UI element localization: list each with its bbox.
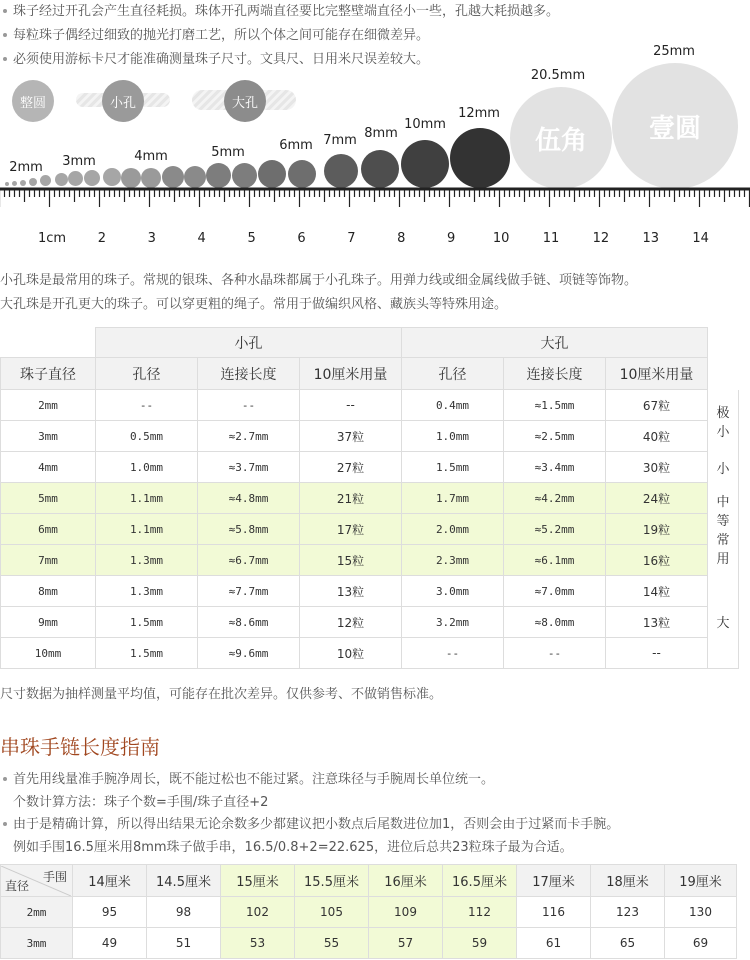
small-hole-bead-icon: 小孔 [102, 80, 144, 122]
bead-6mm [258, 160, 286, 188]
cell-l-hole: 3.2mm [402, 607, 504, 638]
bullet-icon [3, 777, 7, 781]
table-row [1, 514, 739, 545]
intro-note: 珠子经过开孔会产生直径耗损。珠体开孔两端直径要比完整壁端直径小一些，孔越大耗损越多。 [0, 0, 559, 19]
bead-count-cell: 65 [591, 928, 665, 959]
coin-one-yuan: 壹圆 [612, 63, 738, 189]
table-row [1, 390, 739, 421]
group-header-small: 小孔 [96, 328, 402, 358]
bullet-icon [3, 33, 7, 37]
cell-s-hole: 1.5mm [96, 607, 198, 638]
size-category: 极 小 [708, 390, 739, 452]
cell-l-len: ≈5.2mm [504, 514, 606, 545]
cell-l-qty: 19粒 [606, 514, 708, 545]
bead-3mm [121, 168, 141, 188]
guide-line: 个数计算方法：珠子个数=手围/珠子直径+2 [13, 795, 269, 810]
bead-size-label: 3mm [62, 154, 96, 169]
wrist-column-header: 17厘米 [517, 865, 591, 897]
cell-d: 9mm [1, 607, 96, 638]
ruler-number: 7 [347, 231, 356, 246]
cell-s-qty: 27粒 [300, 452, 402, 483]
bead-count-cell: 53 [221, 928, 295, 959]
bullet-icon [3, 57, 7, 61]
cell-d: 7mm [1, 545, 96, 576]
small-hole-description: 小孔珠是最常用的珠子。常规的银珠、各种水晶珠都属于小孔珠子。用弹力线或细金属线做手链、项链等饰物。 [0, 273, 638, 288]
bead-5mm [206, 163, 231, 188]
cell-d: 6mm [1, 514, 96, 545]
bead-size-label: 12mm [458, 106, 500, 121]
cell-l-len: ≈8.0mm [504, 607, 606, 638]
table-row [1, 638, 739, 669]
bead-3mm [141, 168, 161, 188]
table-row [1, 897, 737, 928]
table-row [1, 483, 739, 514]
ruler-number: 9 [447, 231, 456, 246]
ruler-number: 2 [97, 231, 107, 246]
ruler-number: 13 [642, 231, 660, 246]
cell-s-len: ≈4.8mm [198, 483, 300, 514]
ruler-number: 4 [197, 231, 206, 246]
cell-d: 2mm [1, 390, 96, 421]
cell-s-qty: 15粒 [300, 545, 402, 576]
table-row [1, 545, 739, 576]
ruler-number: 12 [592, 231, 610, 246]
cell-l-qty: 30粒 [606, 452, 708, 483]
cell-d: 3mm [1, 421, 96, 452]
table-row [1, 452, 739, 483]
guide-title: 串珠手链长度指南 [0, 735, 160, 759]
cell-s-hole: 1.3mm [96, 545, 198, 576]
ruler-number: 6 [297, 231, 306, 246]
bullet-icon [3, 822, 7, 826]
ruler-number: 11 [542, 231, 560, 246]
cell-s-len: ≈6.7mm [198, 545, 300, 576]
wrist-column-header: 19厘米 [665, 865, 737, 897]
ruler-number: 14 [692, 231, 709, 246]
cell-l-qty: 24粒 [606, 483, 708, 514]
bead-count-cell: 130 [665, 897, 737, 928]
bead-2mm [103, 168, 121, 186]
guide-line: 例如手围16.5厘米用8mm珠子做手串，16.5/0.8+2=22.625，进位后总共23粒珠子最为合适。 [13, 840, 573, 855]
cell-d: 4mm [1, 452, 96, 483]
col-small-qty: 10厘米用量 [300, 358, 402, 390]
ruler-number: 1cm [37, 231, 67, 246]
cell-s-qty: 37粒 [300, 421, 402, 452]
bead-10mm [401, 140, 449, 188]
bead-count-cell: 109 [369, 897, 443, 928]
bead-2mm [40, 175, 51, 186]
ruler-number: 3 [147, 231, 156, 246]
cell-s-hole: 1.1mm [96, 483, 198, 514]
corner-bottom-label: 直径 [5, 878, 30, 893]
cell-d: 5mm [1, 483, 96, 514]
wrist-column-header: 14.5厘米 [147, 865, 221, 897]
intro-note: 每粒珠子偶经过细致的抛光打磨工艺，所以个体之间可能存在细微差异。 [0, 24, 429, 43]
cell-s-hole: 1.5mm [96, 638, 198, 669]
bead-count-cell: 69 [665, 928, 737, 959]
cell-l-len: -- [504, 638, 606, 669]
wrist-size-table [0, 864, 737, 959]
table-row [1, 607, 739, 638]
bead-count-cell: 49 [73, 928, 147, 959]
cell-s-hole: 1.1mm [96, 514, 198, 545]
col-large-length: 连接长度 [504, 358, 606, 390]
bead-count-cell: 61 [517, 928, 591, 959]
cell-s-qty: -- [300, 390, 402, 421]
cell-s-len: ≈7.7mm [198, 576, 300, 607]
cell-l-hole: 2.0mm [402, 514, 504, 545]
bead-2mm [29, 178, 37, 186]
guide-line: 首先用线量准手腕净周长，既不能过松也不能过紧。注意珠径与手腕周长单位统一。 [0, 768, 494, 787]
cell-s-len: ≈8.6mm [198, 607, 300, 638]
large-hole-description: 大孔珠是开孔更大的珠子。可以穿更粗的绳子。常用于做编织风格、藏族头等特殊用途。 [0, 297, 508, 312]
bead-count-cell: 116 [517, 897, 591, 928]
cell-l-hole: -- [402, 638, 504, 669]
bead-7mm [324, 154, 358, 188]
bead-size-label: 6mm [279, 138, 313, 153]
wrist-column-header: 15.5厘米 [295, 865, 369, 897]
cell-s-qty: 21粒 [300, 483, 402, 514]
bead-count-cell: 95 [73, 897, 147, 928]
col-large-hole: 孔径 [402, 358, 504, 390]
col-diameter: 珠子直径 [1, 358, 96, 390]
bead-count-cell: 105 [295, 897, 369, 928]
ruler-number: 8 [397, 231, 406, 246]
large-hole-bead-icon: 大孔 [224, 80, 266, 122]
cell-l-qty: -- [606, 638, 708, 669]
bead-2mm [55, 173, 68, 186]
bead-2mm [84, 170, 100, 186]
cell-l-len: ≈1.5mm [504, 390, 606, 421]
cell-l-hole: 1.7mm [402, 483, 504, 514]
cell-s-len: ≈5.8mm [198, 514, 300, 545]
wrist-column-header: 16厘米 [369, 865, 443, 897]
col-small-hole: 孔径 [96, 358, 198, 390]
cell-l-qty: 40粒 [606, 421, 708, 452]
guide-line: 由于是精确计算，所以得出结果无论余数多少都建议把小数点后尾数进位加1，否则会由于过紧而卡手腕。 [0, 813, 619, 832]
cell-l-hole: 1.0mm [402, 421, 504, 452]
bead-4mm [184, 166, 206, 188]
cell-l-hole: 0.4mm [402, 390, 504, 421]
cell-l-qty: 13粒 [606, 607, 708, 638]
cell-l-qty: 14粒 [606, 576, 708, 607]
bead-8mm [361, 150, 399, 188]
coin-size-label: 25mm [653, 44, 695, 59]
corner-header [1, 865, 73, 897]
ruler-number: 10 [492, 231, 510, 246]
cell-l-hole: 1.5mm [402, 452, 504, 483]
bead-12mm [450, 128, 510, 188]
ruler-number: 5 [247, 231, 256, 246]
size-category: 中 等 常 用 [708, 483, 739, 576]
cell-s-len: ≈9.6mm [198, 638, 300, 669]
bead-count-cell: 57 [369, 928, 443, 959]
bead-count-cell: 59 [443, 928, 517, 959]
col-small-length: 连接长度 [198, 358, 300, 390]
bullet-icon [3, 9, 7, 13]
cell-s-hole: 1.3mm [96, 576, 198, 607]
bead-6mm [288, 160, 316, 188]
ruler [0, 186, 750, 230]
size-category: 大 [708, 576, 739, 669]
bead-2mm [68, 171, 83, 186]
cell-l-len: ≈2.5mm [504, 421, 606, 452]
cell-s-qty: 12粒 [300, 607, 402, 638]
row-diameter: 3mm [1, 928, 73, 959]
group-header-large: 大孔 [402, 328, 708, 358]
cell-l-qty: 16粒 [606, 545, 708, 576]
bead-size-label: 10mm [404, 117, 446, 132]
cell-l-len: ≈6.1mm [504, 545, 606, 576]
wrist-column-header: 15厘米 [221, 865, 295, 897]
bead-4mm [162, 166, 184, 188]
bead-size-label: 8mm [364, 126, 398, 141]
cell-s-qty: 13粒 [300, 576, 402, 607]
bead-5mm [232, 163, 257, 188]
cell-s-hole: 1.0mm [96, 452, 198, 483]
table-note: 尺寸数据为抽样测量平均值，可能存在批次差异。仅供参考、不做销售标准。 [0, 687, 443, 702]
intro-note: 必须使用游标卡尺才能准确测量珠子尺寸。文具尺、日用米尺误差较大。 [0, 48, 429, 67]
bead-count-cell: 112 [443, 897, 517, 928]
cell-l-len: ≈3.4mm [504, 452, 606, 483]
table-row [1, 928, 737, 959]
cell-s-qty: 17粒 [300, 514, 402, 545]
cell-s-len: ≈3.7mm [198, 452, 300, 483]
table-row [1, 576, 739, 607]
cell-d: 10mm [1, 638, 96, 669]
coin-five-jiao: 伍角 [510, 87, 612, 189]
wrist-column-header: 14厘米 [73, 865, 147, 897]
wrist-column-header: 18厘米 [591, 865, 665, 897]
bead-count-cell: 51 [147, 928, 221, 959]
cell-l-qty: 67粒 [606, 390, 708, 421]
cell-s-hole: -- [96, 390, 198, 421]
cell-d: 8mm [1, 576, 96, 607]
bead-size-label: 2mm [9, 160, 43, 175]
col-large-qty: 10厘米用量 [606, 358, 708, 390]
cell-l-hole: 2.3mm [402, 545, 504, 576]
bead-size-label: 5mm [211, 145, 245, 160]
bead-size-label: 4mm [134, 149, 168, 164]
bead-count-cell: 102 [221, 897, 295, 928]
bead-count-cell: 123 [591, 897, 665, 928]
row-diameter: 2mm [1, 897, 73, 928]
cell-l-hole: 3.0mm [402, 576, 504, 607]
whole-bead-icon: 整圆 [12, 80, 54, 122]
cell-s-len: ≈2.7mm [198, 421, 300, 452]
bead-count-cell: 98 [147, 897, 221, 928]
cell-l-len: ≈7.0mm [504, 576, 606, 607]
cell-s-hole: 0.5mm [96, 421, 198, 452]
bead-count-cell: 55 [295, 928, 369, 959]
bead-spec-table [0, 327, 739, 669]
table-row [1, 421, 739, 452]
blank-corner [1, 328, 96, 358]
cell-s-len: -- [198, 390, 300, 421]
coin-size-label: 20.5mm [530, 68, 586, 83]
corner-top-label: 手围 [42, 869, 67, 884]
wrist-column-header: 16.5厘米 [443, 865, 517, 897]
bead-size-label: 7mm [323, 133, 357, 148]
cell-s-qty: 10粒 [300, 638, 402, 669]
size-category: 小 [708, 452, 739, 483]
cell-l-len: ≈4.2mm [504, 483, 606, 514]
